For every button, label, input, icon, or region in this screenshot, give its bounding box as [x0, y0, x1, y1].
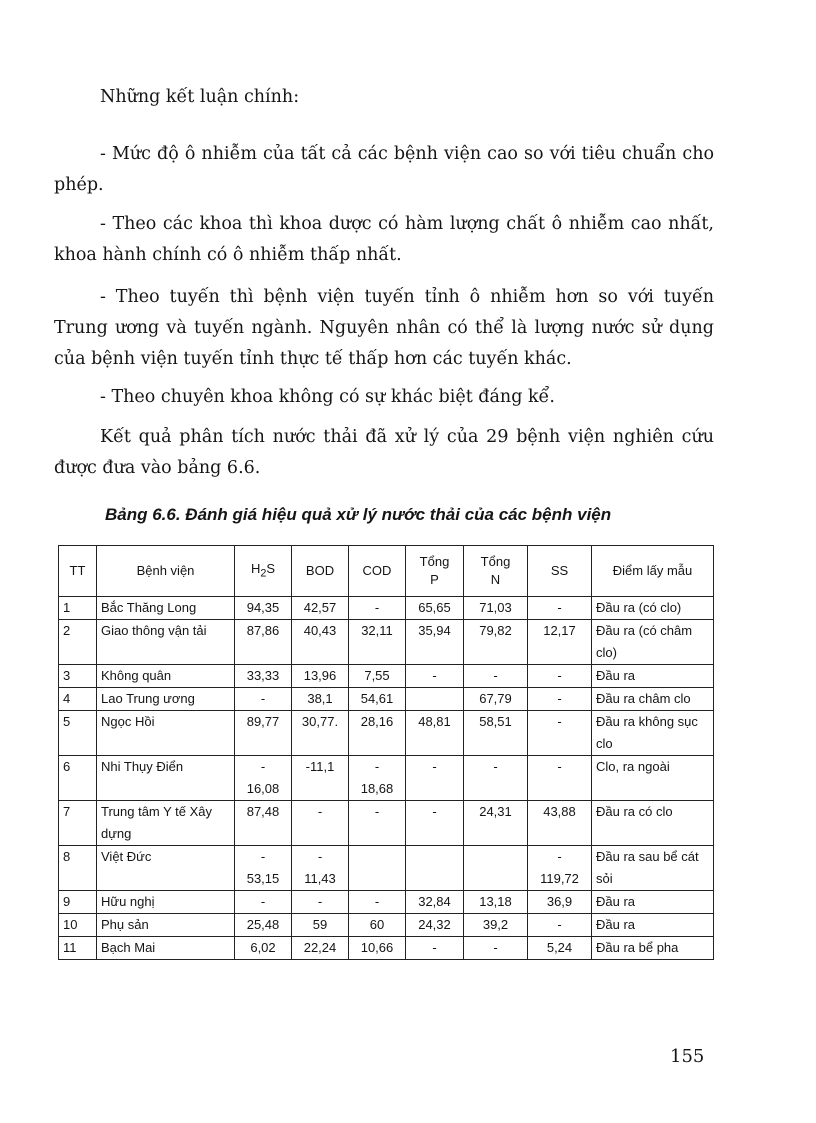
- cell-p: 65,65: [406, 597, 464, 620]
- cell-cod: -: [349, 597, 406, 620]
- cell-point: Đầu ra: [592, 891, 714, 914]
- cell-tt: 4: [59, 688, 97, 711]
- table-row: [59, 846, 714, 891]
- header-tt: TT: [59, 546, 97, 597]
- header-h2s-tail: S: [266, 560, 276, 576]
- table-row: [59, 756, 714, 801]
- cell-p: [406, 688, 464, 711]
- cell-p: 48,81: [406, 711, 464, 756]
- cell-point: Đầu ra sau bể cát sỏi: [592, 846, 714, 891]
- cell-bod: 13,96: [292, 665, 349, 688]
- conclusions-heading: Những kết luận chính:: [100, 87, 300, 107]
- table-row: [59, 620, 714, 665]
- header-sampling-point: Điểm lấy mẫu: [592, 546, 714, 597]
- table-header-row: [59, 546, 714, 597]
- cell-ss: -: [528, 914, 592, 937]
- cell-cod: [349, 846, 406, 891]
- cell-p: -: [406, 756, 464, 801]
- cell-tt: 1: [59, 597, 97, 620]
- table-row: [59, 597, 714, 620]
- cell-p: -: [406, 801, 464, 846]
- cell-name: Lao Trung ương: [97, 688, 235, 711]
- table-row: [59, 891, 714, 914]
- cell-n: 39,2: [464, 914, 528, 937]
- cell-ss: - 119,72: [528, 846, 592, 891]
- cell-tt: 11: [59, 937, 97, 960]
- cell-name: Việt Đức: [97, 846, 235, 891]
- cell-ss: -: [528, 688, 592, 711]
- cell-ss: -: [528, 597, 592, 620]
- cell-cod: 7,55: [349, 665, 406, 688]
- cell-ss: 43,88: [528, 801, 592, 846]
- cell-cod: -: [349, 891, 406, 914]
- cell-bod: - 11,43: [292, 846, 349, 891]
- cell-bod: -: [292, 891, 349, 914]
- cell-h2s: 33,33: [235, 665, 292, 688]
- cell-bod: 22,24: [292, 937, 349, 960]
- cell-point: Đầu ra (có châm clo): [592, 620, 714, 665]
- cell-name: Bạch Mai: [97, 937, 235, 960]
- cell-cod: - 18,68: [349, 756, 406, 801]
- cell-name: Trung tâm Y tế Xây dựng: [97, 801, 235, 846]
- header-tong-n: [464, 546, 528, 597]
- cell-ss: -: [528, 711, 592, 756]
- cell-p: [406, 846, 464, 891]
- cell-n: 67,79: [464, 688, 528, 711]
- cell-tt: 2: [59, 620, 97, 665]
- table-row: [59, 801, 714, 846]
- cell-h2s: 94,35: [235, 597, 292, 620]
- cell-p: -: [406, 937, 464, 960]
- cell-tt: 7: [59, 801, 97, 846]
- cell-ss: 12,17: [528, 620, 592, 665]
- table-row: [59, 937, 714, 960]
- cell-h2s: -: [235, 891, 292, 914]
- cell-tt: 10: [59, 914, 97, 937]
- cell-point: Đầu ra bể pha: [592, 937, 714, 960]
- header-bod: BOD: [292, 546, 349, 597]
- table-row: [59, 914, 714, 937]
- cell-tt: 6: [59, 756, 97, 801]
- header-hospital: Bệnh viện: [97, 546, 235, 597]
- cell-point: Đầu ra châm clo: [592, 688, 714, 711]
- cell-p: 24,32: [406, 914, 464, 937]
- cell-h2s: 6,02: [235, 937, 292, 960]
- page-number: 155: [670, 1046, 705, 1067]
- cell-h2s: -: [235, 688, 292, 711]
- header-h2s-sub: 2: [260, 567, 267, 580]
- cell-tt: 5: [59, 711, 97, 756]
- table-row: [59, 711, 714, 756]
- cell-cod: 54,61: [349, 688, 406, 711]
- header-cod: COD: [349, 546, 406, 597]
- header-tong-p-line2: P: [430, 572, 439, 587]
- cell-name: Phụ sản: [97, 914, 235, 937]
- cell-p: -: [406, 665, 464, 688]
- cell-point: Đầu ra có clo: [592, 801, 714, 846]
- cell-name: Giao thông vận tải: [97, 620, 235, 665]
- cell-point: Đầu ra: [592, 665, 714, 688]
- cell-p: 35,94: [406, 620, 464, 665]
- cell-name: Ngọc Hồi: [97, 711, 235, 756]
- cell-point: Đầu ra (có clo): [592, 597, 714, 620]
- cell-ss: -: [528, 756, 592, 801]
- cell-h2s: - 53,15: [235, 846, 292, 891]
- cell-point: Đầu ra: [592, 914, 714, 937]
- cell-n: 71,03: [464, 597, 528, 620]
- conclusion-paragraph-3: - Theo tuyến thì bệnh viện tuyến tỉnh ô nhiễm hơn so với tuyến Trung ương và tuyến ngành. Nguyên nhân có thể là lượng nước sử dụng của bệnh viện tuyến tỉnh thực tế thấp hơn các tuyến khác.: [54, 287, 714, 369]
- cell-n: 58,51: [464, 711, 528, 756]
- header-tong-n-line1: Tổng: [480, 554, 511, 569]
- cell-n: -: [464, 756, 528, 801]
- cell-bod: 40,43: [292, 620, 349, 665]
- wastewater-table: [58, 545, 714, 960]
- cell-cod: 60: [349, 914, 406, 937]
- cell-bod: 38,1: [292, 688, 349, 711]
- cell-cod: 28,16: [349, 711, 406, 756]
- header-h2s: [235, 546, 292, 597]
- cell-n: 24,31: [464, 801, 528, 846]
- cell-cod: 10,66: [349, 937, 406, 960]
- cell-name: Hữu nghị: [97, 891, 235, 914]
- cell-bod: 30,77.: [292, 711, 349, 756]
- cell-n: 13,18: [464, 891, 528, 914]
- cell-point: Đầu ra không sục clo: [592, 711, 714, 756]
- cell-tt: 9: [59, 891, 97, 914]
- cell-n: [464, 846, 528, 891]
- cell-bod: 59: [292, 914, 349, 937]
- cell-p: 32,84: [406, 891, 464, 914]
- conclusion-paragraph-2: - Theo các khoa thì khoa dược có hàm lượng chất ô nhiễm cao nhất, khoa hành chính có ô nhiễm thấp nhất.: [54, 214, 714, 265]
- cell-cod: 32,11: [349, 620, 406, 665]
- conclusion-paragraph-1: - Mức độ ô nhiễm của tất cả các bệnh viện cao so với tiêu chuẩn cho phép.: [54, 144, 714, 195]
- cell-point: Clo, ra ngoài: [592, 756, 714, 801]
- cell-h2s: 25,48: [235, 914, 292, 937]
- cell-name: Nhi Thụy Điển: [97, 756, 235, 801]
- cell-h2s: - 16,08: [235, 756, 292, 801]
- cell-h2s: 89,77: [235, 711, 292, 756]
- table-body: [59, 597, 714, 960]
- header-ss: SS: [528, 546, 592, 597]
- header-tong-p: [406, 546, 464, 597]
- cell-name: Bắc Thăng Long: [97, 597, 235, 620]
- cell-n: 79,82: [464, 620, 528, 665]
- cell-bod: 42,57: [292, 597, 349, 620]
- cell-h2s: 87,48: [235, 801, 292, 846]
- table-row: [59, 665, 714, 688]
- table-row: [59, 688, 714, 711]
- cell-h2s: 87,86: [235, 620, 292, 665]
- cell-ss: 5,24: [528, 937, 592, 960]
- cell-bod: -: [292, 801, 349, 846]
- results-intro-paragraph: Kết quả phân tích nước thải đã xử lý của 29 bệnh viện nghiên cứu được đưa vào bảng 6.6.: [54, 427, 714, 478]
- cell-ss: -: [528, 665, 592, 688]
- header-tong-p-line1: Tổng: [419, 554, 450, 569]
- cell-name: Không quân: [97, 665, 235, 688]
- header-h2s-main: H: [250, 560, 261, 576]
- header-tong-n-line2: N: [490, 572, 501, 587]
- cell-tt: 8: [59, 846, 97, 891]
- cell-ss: 36,9: [528, 891, 592, 914]
- cell-n: -: [464, 937, 528, 960]
- conclusion-paragraph-4: - Theo chuyên khoa không có sự khác biệt đáng kể.: [100, 387, 555, 407]
- cell-n: -: [464, 665, 528, 688]
- cell-tt: 3: [59, 665, 97, 688]
- cell-bod: -11,1: [292, 756, 349, 801]
- table-caption: Bảng 6.6. Đánh giá hiệu quả xử lý nước thải của các bệnh viện: [105, 505, 612, 524]
- cell-cod: -: [349, 801, 406, 846]
